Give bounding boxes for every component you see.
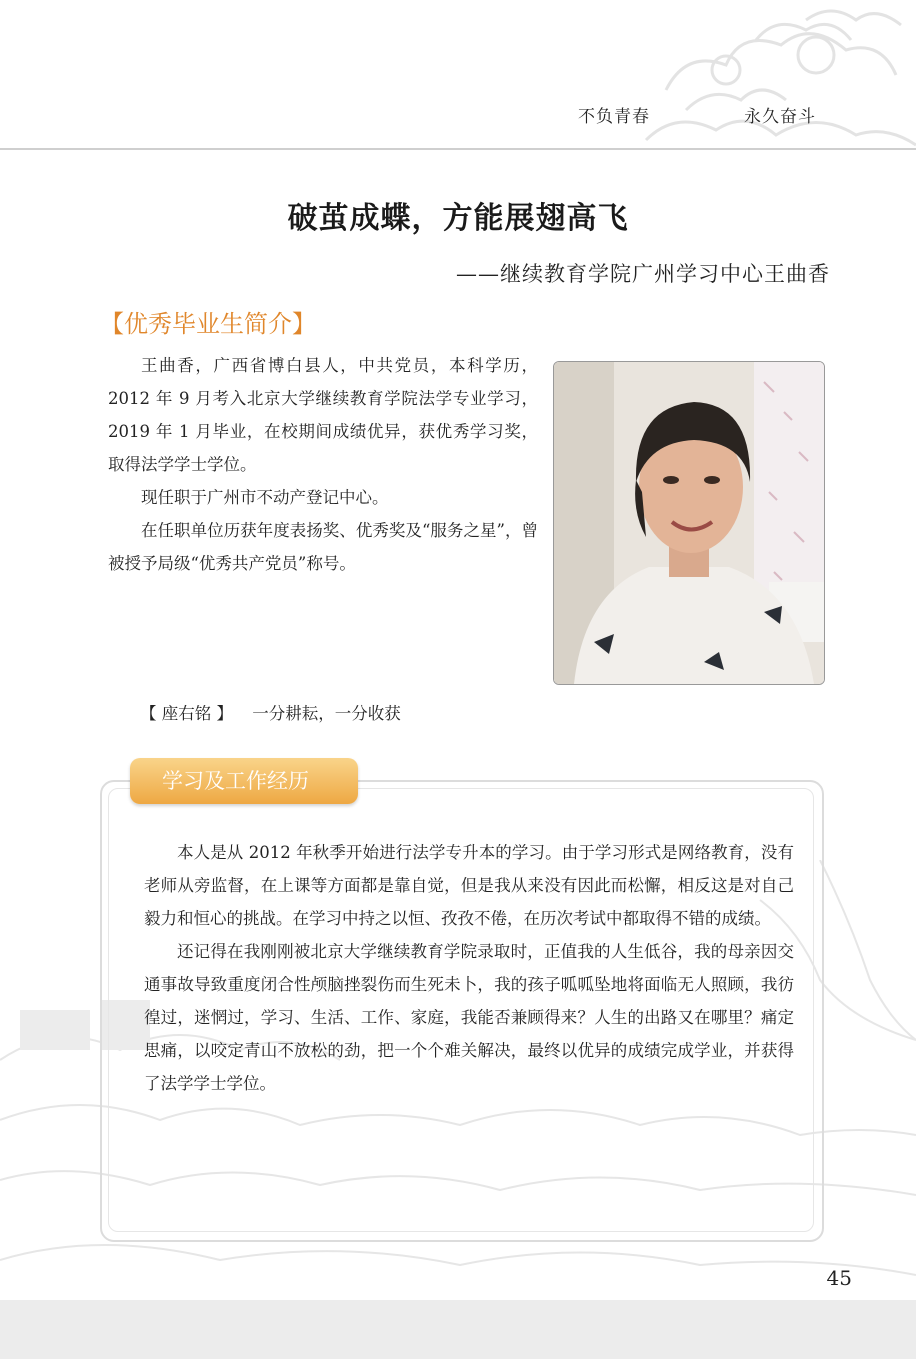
experience-paragraph: 还记得在我刚刚被北京大学继续教育学院录取时，正值我的人生低谷，我的母亲因交通事故导致重度闭合性颅脑挫裂伤而生死未卜，我的孩子呱呱坠地将面临无人照顾，我彷徨过，迷惘过，学习、生活、工作、家庭，我能否兼顾得来？人生的出路又在哪里？痛定思痛，以咬定青山不放松的劲，把一个个难关解决，最终以优异的成绩完成学业，并获得了法学学士学位。 <box>144 942 794 1093</box>
portrait-photo <box>553 361 825 685</box>
profile-paragraph: 在任职单位历获年度表扬奖、优秀奖及“服务之星”，曾被授予局级“优秀共产党员”称号。 <box>108 521 538 573</box>
experience-body <box>144 836 794 1100</box>
article-title: 破茧成蝶，方能展翅高飞 <box>287 201 629 236</box>
experience-paragraph: 本人是从 2012 年秋季开始进行法学专升本的学习。由于学习形式是网络教育，没有老师从旁监督，在上课等方面都是靠自觉，但是我从来没有因此而松懈，相反这是对自己毅力和恒心的挑战。在学习中持之以恒、孜孜不倦，在历次考试中都取得不错的成绩。 <box>144 843 794 928</box>
motto-text: 一分耕耘，一分收获 <box>252 704 401 723</box>
profile-paragraph: 现任职于广州市不动产登记中心。 <box>141 488 389 507</box>
profile-section-label: 【优秀毕业生简介】 <box>100 310 316 338</box>
experience-tab-label: 学习及工作经历 <box>130 758 358 804</box>
motto <box>140 700 401 724</box>
header-slogan-left: 不负青春 <box>578 107 650 127</box>
profile-paragraph: 王曲香，广西省博白县人，中共党员，本科学历，2012 年 9 月考入北京大学继续教育学院法学专业学习，2019 年 1 月毕业，在校期间成绩优异，获优秀学习奖，取得法学学士学位。 <box>108 356 538 474</box>
page-number: 45 <box>826 1266 852 1290</box>
header-divider <box>0 148 916 150</box>
cloud-pattern-decoration <box>516 0 916 148</box>
article-subtitle: ——继续教育学院广州学习中心王曲香 <box>456 262 830 286</box>
profile-intro <box>108 349 538 580</box>
motto-label: 【 座右铭 】 <box>140 704 233 723</box>
header-slogan-right: 永久奋斗 <box>744 107 816 127</box>
